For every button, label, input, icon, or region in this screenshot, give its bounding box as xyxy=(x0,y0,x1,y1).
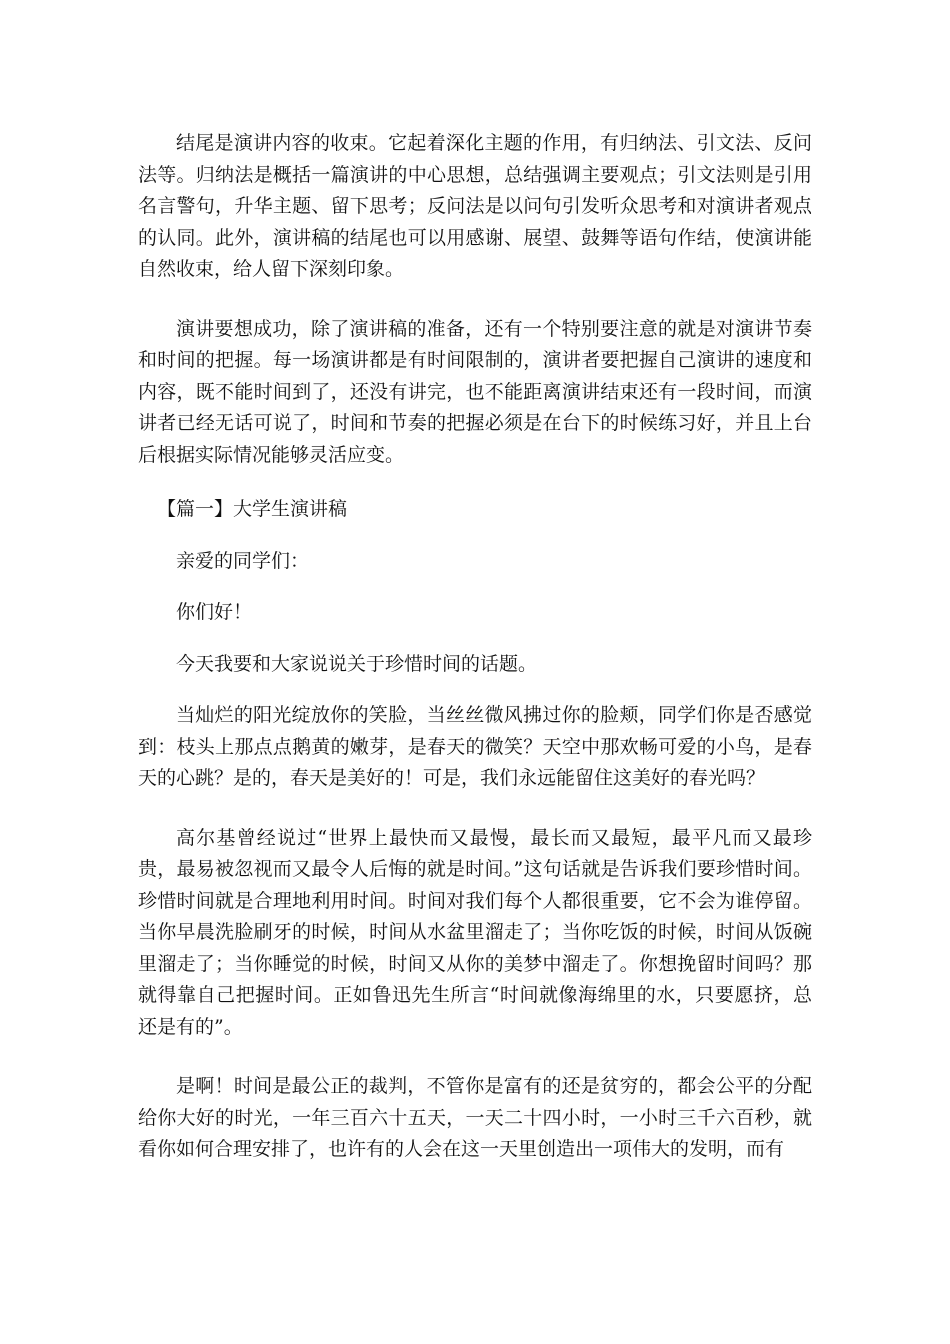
salutation: 亲爱的同学们： xyxy=(176,549,310,572)
paragraph-fair-judge: 是啊！时间是最公正的裁判，不管你是富有的还是贫穷的，都会公平的分配给你大好的时光，一年三百六十五天，一天二十四小时，一小时三千六百秒，就看你如何合理安排了，也许有的人会在这一天里创造出一项伟大的发明，而有 xyxy=(138,1075,812,1160)
paragraph-spring: 当灿烂的阳光绽放你的笑脸，当丝丝微风拂过你的脸颊，同学们你是否感觉到：枝头上那点点鹅黄的嫩芽，是春天的微笑？天空中那欢畅可爱的小鸟，是春天的心跳？是的，春天是美好的！可是，我们永远能留住这美好的春光吗？ xyxy=(138,704,812,789)
paragraph-gorky-quote: 高尔基曾经说过“世界上最快而又最慢，最长而又最短，最平凡而又最珍贵，最易被忽视而又最令人后悔的就是时间。”这句话就是告诉我们要珍惜时间。珍惜时间就是合理地利用时间。时间对我们每个人都很重要，它不会为谁停留。当你早晨洗脸刷牙的时候，时间从水盆里溜走了；当你吃饭的时候，时间从饭碗里溜走了；当你睡觉的时候，时间又从你的美梦中溜走了。你想挽留时间吗？那就得靠自己把握时间。正如鲁迅先生所言“时间就像海绵里的水，只要愿挤，总还是有的”。 xyxy=(138,826,812,1038)
section-heading: 【篇一】大学生演讲稿 xyxy=(157,498,348,520)
intro-line: 今天我要和大家说说关于珍惜时间的话题。 xyxy=(176,652,538,675)
paragraph-timing: 演讲要想成功，除了演讲稿的准备，还有一个特别要注意的就是对演讲节奏和时间的把握。每一场演讲都是有时间限制的，演讲者要把握自己演讲的速度和内容，既不能时间到了，还没有讲完，也不能距离演讲结束还有一段时间，而演讲者已经无话可说了，时间和节奏的把握必须是在台下的时候练习好，并且上台后根据实际情况能够灵活应变。 xyxy=(138,317,812,466)
document-body xyxy=(138,128,812,1166)
greeting: 你们好！ xyxy=(176,601,253,623)
paragraph-conclusion-methods: 结尾是演讲内容的收束。它起着深化主题的作用，有归纳法、引文法、反问法等。归纳法是概括一篇演讲的中心思想，总结强调主要观点；引文法则是引用名言警句，升华主题、留下思考；反问法是以问句引发听众思考和对演讲者观点的认同。此外，演讲稿的结尾也可以用感谢、展望、鼓舞等语句作结，使演讲能自然收束，给人留下深刻印象。 xyxy=(138,132,812,280)
